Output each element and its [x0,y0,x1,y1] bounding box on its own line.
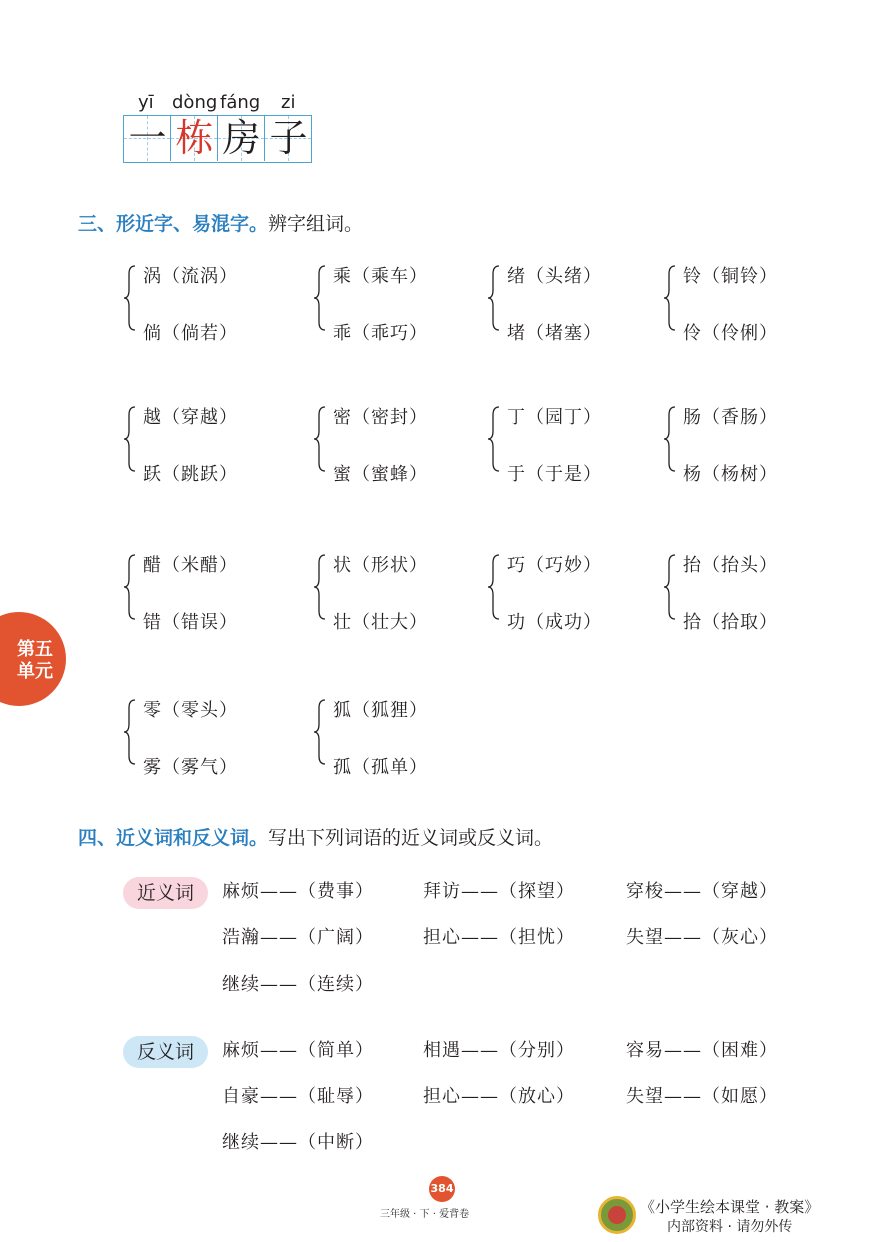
char-pair-group [313,262,473,342]
brace-icon [123,405,137,473]
antonym-entry: 麻烦——（简单） [222,1040,374,1061]
char-pair-top: 密（密封） [333,407,428,428]
section4-heading [78,823,553,850]
char-pair-group [487,551,647,631]
pinyin-1: yī [138,92,154,113]
char-pair-top: 绪（头绪） [507,266,602,287]
antonym-entry: 继续——（中断） [222,1132,374,1153]
brand-title: 《小学生绘本课堂 · 教案》 [640,1198,820,1216]
unit-side-tab-label [12,639,58,683]
antonym-entry: 容易——（困难） [626,1040,778,1061]
char-pair-group [487,403,647,483]
char-pair-bottom: 于（于是） [507,464,602,485]
brace-icon [123,264,137,332]
brand-notice: 内部资料 · 请勿外传 [667,1219,793,1235]
char-pair-top: 越（穿越） [143,407,238,428]
synonym-entry: 担心——（担忧） [423,927,575,948]
char-pair-top: 醋（米醋） [143,555,238,576]
char-pair-group [313,403,473,483]
char-pair-bottom: 堵（堵塞） [507,323,602,344]
brace-icon [487,405,501,473]
brace-icon [123,553,137,621]
char-pair-top: 抬（抬头） [683,555,778,576]
char-pair-bottom: 错（错误） [143,612,238,633]
char-pair-top: 零（零头） [143,700,238,721]
antonym-entry: 担心——（放心） [423,1086,575,1107]
synonym-entry: 穿梭——（穿越） [626,881,778,902]
char-pair-bottom: 伶（伶俐） [683,323,778,344]
brace-icon [313,698,327,766]
pinyin-3: fáng [220,92,261,113]
char-pair-top: 涡（流涡） [143,266,238,287]
char-pair-bottom: 蜜（蜜蜂） [333,464,428,485]
brace-icon [313,264,327,332]
char-pair-bottom: 乖（乖巧） [333,323,428,344]
brace-icon [487,264,501,332]
char-pair-group [663,403,823,483]
char-pair-group [123,403,283,483]
char-pair-top: 铃（铜铃） [683,266,778,287]
page-number: 384 [429,1176,455,1202]
antonym-entry: 相遇——（分别） [423,1040,575,1061]
section3-instruction: 辨字组词。 [268,213,364,235]
char-pair-bottom: 雾（雾气） [143,757,238,778]
brace-icon [663,264,677,332]
title-char-2-highlighted: 栋 [175,116,214,160]
brand-logo-center [608,1206,626,1224]
antonym-entry: 自豪——（耻辱） [222,1086,374,1107]
char-pair-top: 肠（香肠） [683,407,778,428]
brace-icon [663,405,677,473]
char-pair-group [123,262,283,342]
synonyms-badge: 近义词 [123,877,208,909]
synonym-entry: 浩瀚——（广阔） [222,927,374,948]
char-pair-group [313,696,473,776]
synonym-entry: 拜访——（探望） [423,881,575,902]
synonym-entry: 继续——（连续） [222,974,374,995]
char-pair-bottom: 跃（跳跃） [143,464,238,485]
title-char-4: 子 [269,116,308,160]
char-pair-bottom: 功（成功） [507,612,602,633]
char-pair-group [663,262,823,342]
brace-icon [313,405,327,473]
char-pair-bottom: 壮（壮大） [333,612,428,633]
char-pair-bottom: 杨（杨树） [683,464,778,485]
char-pair-top: 丁（园丁） [507,407,602,428]
char-pair-bottom: 拾（拾取） [683,612,778,633]
char-pair-top: 状（形状） [333,555,428,576]
synonym-entry: 麻烦——（费事） [222,881,374,902]
pinyin-2: dòng [172,92,218,113]
char-pair-top: 巧（巧妙） [507,555,602,576]
brace-icon [123,698,137,766]
section4-title: 四、近义词和反义词。 [78,827,269,849]
antonyms-badge: 反义词 [123,1036,208,1068]
antonym-entry: 失望——（如愿） [626,1086,778,1107]
char-pair-group [663,551,823,631]
title-char-grid [123,115,312,163]
unit-tab-line1: 第五 [17,639,53,660]
char-pair-bottom: 孤（孤单） [333,757,428,778]
section4-instruction: 写出下列词语的近义词或反义词。 [268,827,554,849]
brace-icon [663,553,677,621]
section3-heading [78,209,363,236]
char-pair-group [487,262,647,342]
brace-icon [313,553,327,621]
char-pair-top: 乘（乘车） [333,266,428,287]
pinyin-4: zi [281,92,296,113]
title-char-3: 房 [222,116,261,160]
unit-tab-line2: 单元 [17,661,53,682]
char-pair-top: 狐（狐狸） [333,700,428,721]
char-pair-group [123,551,283,631]
brace-icon [487,553,501,621]
char-pair-group [313,551,473,631]
title-char-1: 一 [128,116,167,160]
section3-title: 三、形近字、易混字。 [78,213,269,235]
synonym-entry: 失望——（灰心） [626,927,778,948]
char-pair-bottom: 倘（倘若） [143,323,238,344]
char-pair-group [123,696,283,776]
book-info: 三年级 · 下 · 爱背卷 [380,1209,470,1220]
